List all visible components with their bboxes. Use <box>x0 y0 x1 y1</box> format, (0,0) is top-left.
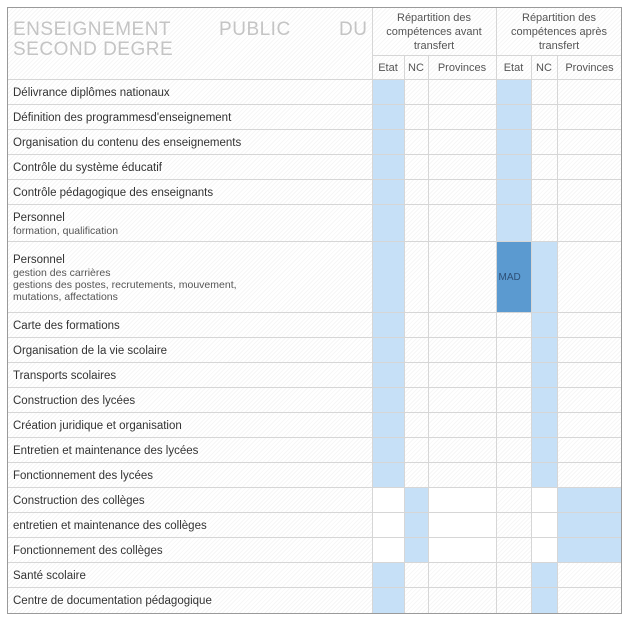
group-header-before: Répartition des compétences avant transfert <box>372 8 496 56</box>
cell-nc-before <box>404 313 428 338</box>
table-row <box>8 242 622 313</box>
cell-provinces-after <box>557 205 622 242</box>
cell-nc-before <box>404 363 428 388</box>
col-header-provinces-before: Provinces <box>428 56 496 80</box>
cell-etat-after <box>496 338 531 363</box>
cell-etat-before <box>372 413 404 438</box>
cell-etat-after <box>496 205 531 242</box>
row-label: Fonctionnement des collèges <box>8 538 372 563</box>
cell-provinces-after <box>557 180 622 205</box>
cell-etat-after <box>496 180 531 205</box>
cell-provinces-before <box>428 80 496 105</box>
table-row <box>8 513 622 538</box>
cell-etat-before <box>372 488 404 513</box>
cell-provinces-after <box>557 313 622 338</box>
row-label: Contrôle pédagogique des enseignants <box>8 180 372 205</box>
row-sublabel: gestions des postes, recrutements, mouvement, <box>13 278 237 291</box>
cell-provinces-before <box>428 130 496 155</box>
cell-provinces-before <box>428 563 496 588</box>
cell-nc-before <box>404 205 428 242</box>
cell-etat-before <box>372 105 404 130</box>
row-label: Organisation de la vie scolaire <box>8 338 372 363</box>
table-row <box>8 80 622 105</box>
cell-provinces-before <box>428 488 496 513</box>
cell-provinces-after <box>557 338 622 363</box>
cell-etat-before <box>372 205 404 242</box>
row-label: Organisation du contenu des enseignements <box>8 130 372 155</box>
row-label: Transports scolaires <box>8 363 372 388</box>
cell-provinces-after <box>557 155 622 180</box>
cell-etat-after <box>496 413 531 438</box>
col-header-etat-before: Etat <box>372 56 404 80</box>
cell-etat-after <box>496 363 531 388</box>
cell-etat-before <box>372 80 404 105</box>
row-label: Fonctionnement des lycées <box>8 463 372 488</box>
cell-nc-before <box>404 105 428 130</box>
cell-etat-after <box>496 463 531 488</box>
table-row <box>8 130 622 155</box>
cell-etat-before <box>372 513 404 538</box>
cell-nc-before <box>404 338 428 363</box>
cell-provinces-before <box>428 363 496 388</box>
group-header-after: Répartition des compétences après transfert <box>496 8 622 56</box>
row-label: Carte des formations <box>8 313 372 338</box>
table-row <box>8 463 622 488</box>
cell-provinces-before <box>428 388 496 413</box>
cell-nc-after <box>531 413 557 438</box>
cell-provinces-after <box>557 588 622 613</box>
cell-provinces-before <box>428 463 496 488</box>
cell-etat-before <box>372 242 404 313</box>
row-sublabel: formation, qualification <box>13 224 119 237</box>
cell-etat-after <box>496 80 531 105</box>
cell-etat-before <box>372 588 404 613</box>
cell-nc-after <box>531 538 557 563</box>
cell-provinces-before <box>428 180 496 205</box>
table-title: ENSEIGNEMENT PUBLIC DU SECOND DEGRE <box>13 19 368 60</box>
cell-etat-before <box>372 363 404 388</box>
cell-nc-before <box>404 413 428 438</box>
cell-nc-before <box>404 242 428 313</box>
table-row <box>8 363 622 388</box>
cell-nc-before <box>404 180 428 205</box>
cell-nc-after <box>531 513 557 538</box>
cell-etat-after <box>496 563 531 588</box>
table-row <box>8 105 622 130</box>
table-row <box>8 413 622 438</box>
row-label: entretien et maintenance des collèges <box>8 513 372 538</box>
cell-nc-before <box>404 130 428 155</box>
cell-etat-before <box>372 130 404 155</box>
cell-etat-before <box>372 388 404 413</box>
row-label: Personnel formation, qualification <box>8 205 372 242</box>
row-label: Contrôle du système éducatif <box>8 155 372 180</box>
cell-nc-before <box>404 463 428 488</box>
row-sublabel: gestion des carrières <box>13 266 111 279</box>
cell-etat-after <box>496 155 531 180</box>
cell-provinces-before <box>428 155 496 180</box>
cell-etat-after <box>496 538 531 563</box>
cell-etat-after <box>496 313 531 338</box>
cell-provinces-before <box>428 205 496 242</box>
cell-provinces-before <box>428 338 496 363</box>
cell-provinces-after <box>557 80 622 105</box>
cell-provinces-after <box>557 563 622 588</box>
cell-etat-before <box>372 155 404 180</box>
col-header-provinces-after: Provinces <box>557 56 622 80</box>
cell-etat-before <box>372 338 404 363</box>
cell-nc-after <box>531 180 557 205</box>
cell-etat-after <box>496 513 531 538</box>
cell-provinces-before <box>428 313 496 338</box>
table-row <box>8 588 622 613</box>
row-label: Centre de documentation pédagogique <box>8 588 372 613</box>
row-sublabel: mutations, affectations <box>13 290 118 303</box>
cell-etat-after <box>496 588 531 613</box>
cell-nc-after <box>531 313 557 338</box>
cell-etat-before <box>372 463 404 488</box>
cell-nc-after <box>531 388 557 413</box>
table-row <box>8 313 622 338</box>
cell-etat-after <box>496 488 531 513</box>
cell-nc-after <box>531 463 557 488</box>
cell-provinces-before <box>428 105 496 130</box>
cell-nc-before <box>404 80 428 105</box>
cell-provinces-after <box>557 513 622 538</box>
table-row <box>8 488 622 513</box>
cell-nc-after <box>531 488 557 513</box>
row-label: Création juridique et organisation <box>8 413 372 438</box>
row-label: Définition des programmesd'enseignement <box>8 105 372 130</box>
row-label: Construction des lycées <box>8 388 372 413</box>
cell-etat-after <box>496 105 531 130</box>
cell-provinces-before <box>428 413 496 438</box>
cell-provinces-after <box>557 105 622 130</box>
cell-nc-after <box>531 205 557 242</box>
col-header-nc-before: NC <box>404 56 428 80</box>
row-label: Construction des collèges <box>8 488 372 513</box>
cell-nc-after <box>531 242 557 313</box>
cell-nc-after <box>531 105 557 130</box>
cell-etat-before <box>372 563 404 588</box>
cell-provinces-after <box>557 242 622 313</box>
cell-nc-before <box>404 388 428 413</box>
table-row <box>8 563 622 588</box>
cell-etat-after <box>496 388 531 413</box>
row-label: Personnel gestion des carrières gestions des postes, recrutements, mouvement, mutations, affectations <box>8 242 372 313</box>
cell-nc-after <box>531 155 557 180</box>
cell-nc-after <box>531 130 557 155</box>
cell-etat-after-mad <box>496 242 531 313</box>
cell-provinces-after <box>557 363 622 388</box>
cell-provinces-before <box>428 538 496 563</box>
row-label: Entretien et maintenance des lycées <box>8 438 372 463</box>
cell-provinces-after <box>557 538 622 563</box>
table-row <box>8 155 622 180</box>
cell-provinces-after <box>557 438 622 463</box>
cell-etat-after <box>496 438 531 463</box>
table-row <box>8 438 622 463</box>
cell-nc-after <box>531 588 557 613</box>
cell-nc-before <box>404 438 428 463</box>
cell-etat-after <box>496 130 531 155</box>
cell-nc-before <box>404 155 428 180</box>
cell-nc-after <box>531 338 557 363</box>
table-row <box>8 388 622 413</box>
table-row <box>8 205 622 242</box>
cell-nc-before <box>404 588 428 613</box>
col-header-etat-after: Etat <box>496 56 531 80</box>
cell-provinces-before <box>428 438 496 463</box>
competence-table-frame <box>7 7 622 614</box>
table-row <box>8 180 622 205</box>
row-label: Délivrance diplômes nationaux <box>8 80 372 105</box>
table-title-cell <box>8 8 372 80</box>
cell-nc-before <box>404 513 428 538</box>
cell-nc-before <box>404 538 428 563</box>
row-label: Santé scolaire <box>8 563 372 588</box>
cell-provinces-after <box>557 463 622 488</box>
cell-nc-after <box>531 80 557 105</box>
cell-provinces-before <box>428 242 496 313</box>
col-header-nc-after: NC <box>531 56 557 80</box>
cell-etat-before <box>372 180 404 205</box>
mad-label: MAD <box>498 271 521 283</box>
cell-provinces-after <box>557 130 622 155</box>
cell-nc-after <box>531 438 557 463</box>
table-row <box>8 538 622 563</box>
cell-provinces-after <box>557 488 622 513</box>
cell-etat-before <box>372 313 404 338</box>
cell-nc-after <box>531 563 557 588</box>
cell-nc-after <box>531 363 557 388</box>
cell-provinces-before <box>428 588 496 613</box>
competence-table <box>8 8 622 613</box>
cell-nc-before <box>404 488 428 513</box>
cell-nc-before <box>404 563 428 588</box>
cell-etat-before <box>372 438 404 463</box>
cell-provinces-after <box>557 413 622 438</box>
cell-provinces-before <box>428 513 496 538</box>
cell-provinces-after <box>557 388 622 413</box>
cell-etat-before <box>372 538 404 563</box>
table-row <box>8 338 622 363</box>
